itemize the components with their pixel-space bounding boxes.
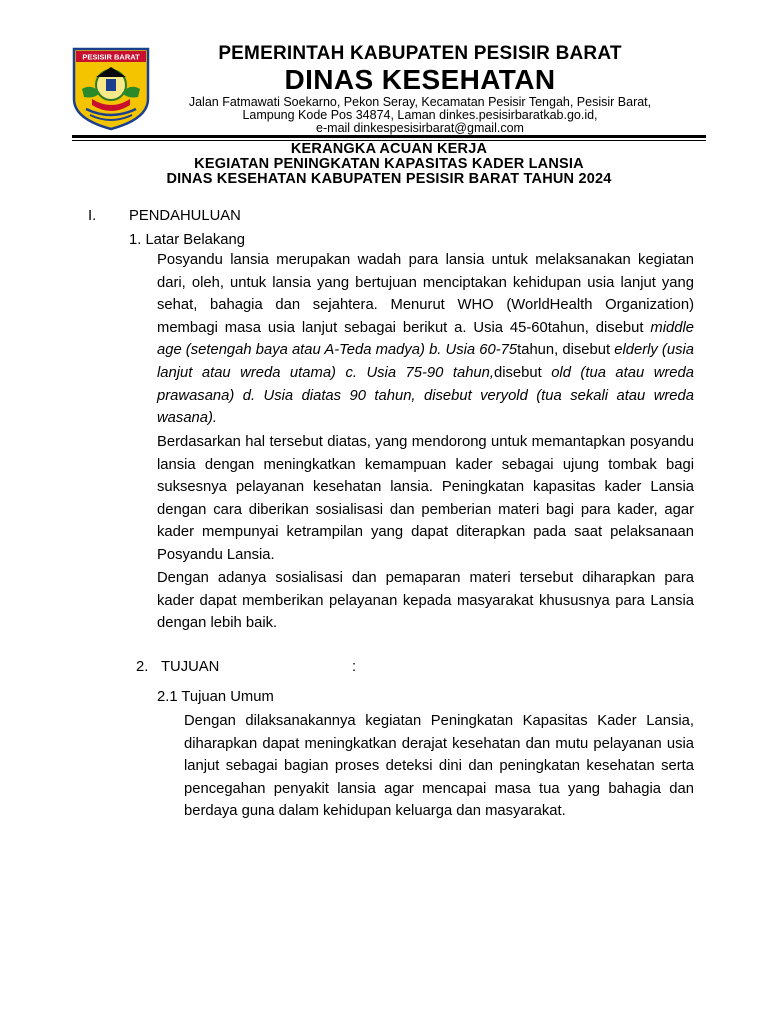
- paragraph-text: Posyandu lansia merupakan wadah para lansia untuk melaksanakan kegiatan dari, oleh, untuk lansia yang bertujuan menciptakan kehidupan usia lanjut yang sehat, bahagia dan sejahtera. Menurut WHO (WorldHealth Organization) membagi masa usia lanjut sebagai berikut a. Usia 45-60tahun, disebut: [157, 252, 694, 336]
- paragraph-background-3: Dengan adanya sosialisasi dan pemaparan materi tersebut diharapkan para kader dapat memberikan pelayanan kepada masyarakat khususnya para Lansia dengan lebih baik.: [157, 570, 694, 632]
- letterhead-divider-thick: [72, 135, 706, 138]
- paragraph-italic-text: old (tua atau wreda prawasana) d. Usia diatas 90 tahun, disebut veryold (tua sekali atau wreda wasana).: [157, 364, 694, 427]
- paragraph-italic-text: elderly (usia lanjut atau wreda utama) c. Usia 75-90 tahun,: [157, 342, 695, 381]
- paragraph-background-2: Berdasarkan hal tersebut diatas, yang mendorong untuk memantapkan posyandu lansia dengan meningkatkan kemampuan kader sebagai ujung tombak bagi suksesnya pelayanan kesehatan lansia. Peningkatan kapasitas kader Lansia dengan cara diberikan sosialisasi dan pemberian materi bagi para kader, agar kader mempunyai ketrampilan yang dapat diterapkan pada saat pelaksanaan Posyandu Lansia.: [157, 434, 694, 563]
- paragraph-italic-text: middle age (setengah baya atau A-Teda madya) b. Usia 60-75: [157, 319, 694, 359]
- section-heading: PENDAHULUAN: [129, 208, 241, 224]
- section-number: I.: [88, 208, 97, 224]
- section-number: 2.: [136, 659, 149, 675]
- paragraph-general-objective: Dengan dilaksanakannya kegiatan Peningkatan Kapasitas Kader Lansia, diharapkan dapat meningkatkan derajat kesehatan dan mutu pelayanan usia lanjut sebagai bagian proses deteksi dini dan peningkatan kesehatan serta pencegahan penyakit lansia agar mencapai masa tua yang bahagia dan berdaya guna dalam kehidupan keluarga dan masyarakat.: [184, 713, 694, 820]
- letterhead-address-line1: Jalan Fatmawati Soekarno, Pekon Seray, Kecamatan Pesisir Tengah, Pesisir Barat,: [188, 95, 652, 109]
- logo-label: PESISIR BARAT: [82, 52, 140, 62]
- subsection-heading-latar-belakang: 1. Latar Belakang: [129, 232, 245, 248]
- document-title-line1: KERANGKA ACUAN KERJA: [290, 141, 488, 157]
- subsection-heading-tujuan-umum: 2.1 Tujuan Umum: [157, 689, 274, 705]
- section-heading-tujuan: TUJUAN: [161, 659, 220, 675]
- letterhead-government: PEMERINTAH KABUPATEN PESISIR BARAT: [218, 43, 622, 64]
- paragraph-background-1: [157, 249, 694, 430]
- letterhead-address-line2: Lampung Kode Pos 34874, Laman dinkes.pesisirbaratkab.go.id,: [242, 108, 598, 122]
- paragraph-text: disebut: [494, 364, 552, 381]
- paragraph-text: tahun, disebut: [517, 342, 615, 359]
- regency-emblem-logo: [72, 47, 150, 131]
- section-colon: :: [352, 659, 357, 675]
- letterhead-office: DINAS KESEHATAN: [284, 64, 556, 95]
- document-title-line3: DINAS KESEHATAN KABUPATEN PESISIR BARAT TAHUN 2024: [166, 171, 612, 187]
- letterhead-email: e-mail dinkespesisirbarat@gmail.com: [316, 121, 524, 135]
- document-title-line2: KEGIATAN PENINGKATAN KAPASITAS KADER LANSIA: [194, 156, 584, 172]
